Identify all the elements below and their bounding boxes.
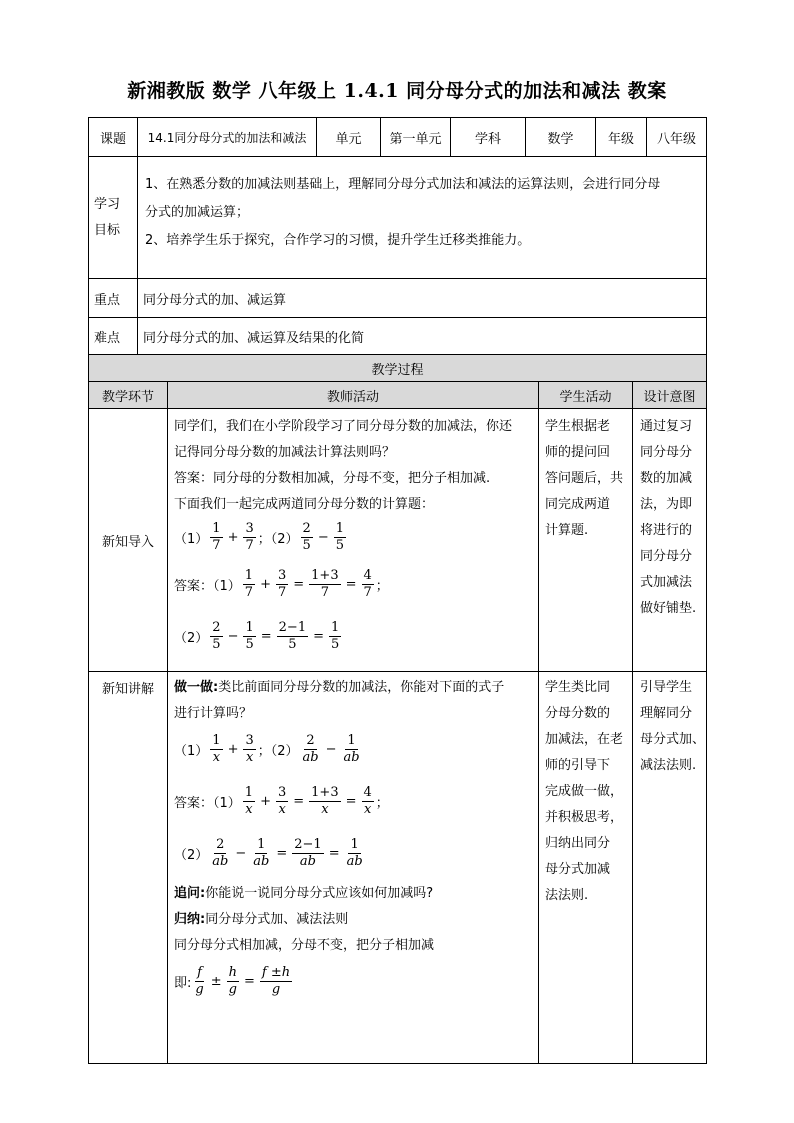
student-line: 完成做一做， [545, 783, 624, 799]
denominator: 7 [320, 584, 330, 600]
student-line: 分母分数的 [545, 705, 611, 721]
denominator: ab [299, 853, 316, 869]
intro-answer: 答案：同分母的分数相加减，分母不变，把分子相加减. [174, 470, 491, 486]
fraction [342, 733, 362, 766]
student-activity-explain [538, 671, 633, 1064]
intro-task: 下面我们一起完成两道同分母分数的计算题： [174, 496, 435, 512]
fraction [292, 837, 323, 870]
grade-label: 年级 [595, 117, 647, 157]
explain-answer-1 [174, 774, 533, 828]
numerator: 1 [245, 619, 254, 635]
stage-explain-label: 新知讲解 [101, 682, 154, 697]
student-line: 答问题后，共 [545, 470, 624, 486]
fraction [210, 521, 222, 554]
intro-answer-2 [174, 609, 533, 663]
denominator: x [212, 749, 221, 765]
plus-sign: + [227, 529, 239, 545]
header-stage: 教学环节 [88, 381, 168, 409]
numerator: 1 [244, 567, 254, 583]
student-activity-intro [538, 408, 633, 672]
intent-line: 做好铺垫. [640, 600, 697, 616]
denominator: x [245, 801, 253, 817]
problem-2-label: ；（2） [257, 743, 299, 759]
try-line-1 [174, 672, 533, 698]
intent-line: 母分式加、 [640, 731, 706, 747]
fraction [329, 620, 341, 653]
stage-explain [88, 671, 168, 1064]
key-point-label: 重点 [88, 278, 138, 318]
difficulty-text: 同分母分式的加、减运算及结果的化简 [137, 317, 707, 355]
denominator: ab [346, 853, 363, 869]
student-line: 法法则. [545, 887, 589, 903]
teacher-activity-explain [167, 671, 539, 1064]
minus-sign: − [235, 845, 247, 861]
difficulty-label: 难点 [88, 317, 138, 355]
numerator: 2 [212, 619, 221, 635]
equals-sign: = [260, 628, 272, 644]
equals-sign: = [328, 845, 340, 861]
try-line-2: 进行计算吗？ [174, 705, 253, 721]
student-line: 母分式加减 [545, 861, 611, 877]
denominator: 5 [212, 636, 221, 652]
denominator: 7 [245, 537, 254, 553]
numerator: 4 [363, 784, 372, 800]
header-student: 学生活动 [538, 381, 633, 409]
header-teacher: 教师活动 [167, 381, 539, 409]
numerator: 1 [212, 520, 221, 536]
subject-value: 数学 [525, 117, 596, 157]
fraction [309, 785, 340, 818]
numerator: 3 [277, 567, 287, 583]
minus-sign: − [227, 628, 239, 644]
goals-label-line-2: 目标 [94, 222, 121, 238]
answer-2-label: （2） [174, 847, 209, 863]
student-line: 学生根据老 [545, 418, 611, 434]
equals-sign: = [293, 576, 305, 592]
denominator: 5 [288, 636, 297, 652]
intro-line-2: 记得同分母分数的加减法计算法则吗？ [174, 444, 396, 460]
denominator: g [228, 981, 237, 997]
numerator: 2 [302, 520, 311, 536]
denominator: 7 [212, 537, 221, 553]
equals-sign: = [244, 973, 255, 989]
ask-label: 追问: [174, 885, 206, 901]
fraction [210, 733, 222, 766]
numerator: f [197, 964, 202, 980]
intent-line: 理解同分 [640, 705, 693, 721]
student-line: 师的提问回 [545, 444, 611, 460]
intro-problems [174, 515, 533, 559]
equals-sign: = [313, 628, 324, 644]
intent-line: 数的加减 [640, 470, 693, 486]
problem-1-label: （1） [174, 531, 209, 547]
numerator: 1 [244, 784, 254, 800]
stage-intro: 新知导入 [88, 408, 168, 672]
header-intent: 设计意图 [632, 381, 707, 409]
student-line: 学生类比同 [545, 679, 611, 695]
fraction [260, 965, 292, 998]
problem-2-label: ；（2） [257, 531, 299, 547]
problem-1-label: （1） [174, 743, 209, 759]
numerator: 3 [245, 732, 254, 748]
numerator: 3 [245, 520, 254, 536]
intro-line-1: 同学们，我们在小学阶段学习了同分母分数的加减法，你还 [174, 418, 513, 434]
denominator: 7 [363, 584, 372, 600]
fraction [301, 521, 313, 554]
goal-line-1: 1、在熟悉分数的加减法则基础上，理解同分母分式加法和减法的运算法则，会进行同分母 [145, 177, 661, 192]
summary-line [174, 904, 533, 930]
fraction [345, 837, 365, 870]
intent-line: 减法法则. [640, 757, 697, 773]
semicolon: ； [375, 578, 389, 594]
numerator: 2 [306, 732, 315, 748]
document-title: 新湘教版 数学 八年级上 1.4.1 同分母分式的加法和减法 教案 [127, 80, 667, 102]
equals-sign: = [293, 793, 305, 809]
topic-value: 14.1同分母分式的加法和减法 [137, 117, 317, 157]
fraction [210, 620, 222, 653]
intent-line: 引导学生 [640, 679, 693, 695]
teacher-activity-intro [167, 408, 539, 672]
ji-label: 即: [174, 975, 192, 991]
numerator: 2−1 [294, 836, 322, 852]
intent-line: 将进行的 [640, 522, 693, 538]
numerator: 3 [277, 784, 287, 800]
fraction [243, 521, 255, 554]
semicolon: ； [375, 795, 389, 811]
intent-line: 同分母分 [640, 444, 693, 460]
key-point-text: 同分母分式的加、减运算 [137, 278, 707, 318]
denominator: 7 [244, 584, 254, 600]
general-rule-formula [174, 956, 533, 1006]
try-label: 做一做: [174, 679, 219, 695]
answer-label: 答案：（1） [174, 578, 241, 594]
intro-answer-1 [174, 559, 533, 609]
numerator: f ±h [261, 964, 291, 980]
fraction [362, 785, 374, 818]
numerator: 1+3 [311, 784, 339, 800]
unit-value: 第一单元 [380, 117, 451, 157]
ask-text: 你能说一说同分母分式应该如何加减吗? [205, 885, 434, 901]
subject-label: 学科 [450, 117, 526, 157]
denominator: ab [343, 749, 360, 765]
numerator: h [228, 964, 237, 980]
numerator: 4 [363, 567, 372, 583]
fraction [210, 837, 230, 870]
grade-value: 八年级 [646, 117, 707, 157]
explain-problems [174, 724, 533, 774]
intent-line: 法，为即 [640, 496, 693, 512]
denominator: ab [212, 853, 229, 869]
try-text: 类比前面同分母分数的加减法，你能对下面的式子 [218, 679, 505, 695]
numerator: 1 [257, 836, 266, 852]
intent-line: 同分母分 [640, 548, 693, 564]
denominator: x [278, 801, 286, 817]
numerator: 1 [212, 732, 221, 748]
student-line: 加减法，在老 [545, 731, 624, 747]
fraction [309, 568, 340, 601]
fraction [243, 568, 255, 601]
fraction [277, 620, 308, 653]
fraction [243, 785, 255, 818]
numerator: 1 [331, 619, 340, 635]
numerator: 1 [335, 520, 344, 536]
plus-sign: + [260, 576, 271, 592]
numerator: 1 [347, 732, 356, 748]
numerator: 1+3 [311, 567, 339, 583]
topic-label: 课题 [88, 117, 138, 157]
minus-sign: − [317, 529, 329, 545]
equals-sign: = [345, 793, 357, 809]
student-line: 同完成两道 [545, 496, 611, 512]
denominator: 7 [277, 584, 287, 600]
denominator: 5 [245, 636, 254, 652]
denominator: ab [302, 749, 319, 765]
fraction [251, 837, 271, 870]
rule-line: 同分母分式相加减，分母不变，把分子相加减 [174, 937, 435, 953]
plus-sign: + [227, 741, 239, 757]
goal-line-2: 分式的加减运算； [145, 205, 250, 220]
answer-label: 答案：（1） [174, 795, 241, 811]
fraction [243, 733, 255, 766]
fraction [193, 965, 205, 998]
fraction [243, 620, 255, 653]
numerator: 2 [216, 836, 225, 852]
answer-2-label: （2） [174, 630, 209, 646]
design-intent-intro [632, 408, 707, 672]
plus-sign: + [260, 793, 271, 809]
denominator: g [195, 981, 204, 997]
goals-content [137, 156, 707, 279]
denominator: 5 [302, 537, 311, 553]
denominator: 5 [331, 636, 340, 652]
numerator: 2−1 [278, 619, 307, 635]
plus-minus-sign: ± [210, 973, 222, 989]
summary-text: 同分母分式加、减法法则 [205, 911, 349, 927]
fraction [276, 785, 288, 818]
goal-line-3: 2、培养学生乐于探究，合作学习的习惯，提升学生迁移类推能力。 [145, 233, 531, 248]
goals-label [88, 156, 138, 279]
fraction [334, 521, 346, 554]
fraction [301, 733, 321, 766]
design-intent-explain [632, 671, 707, 1064]
numerator: 1 [350, 836, 359, 852]
equals-sign: = [345, 576, 357, 592]
minus-sign: − [325, 741, 337, 757]
fraction [227, 965, 239, 998]
fraction [276, 568, 288, 601]
summary-label: 归纳: [174, 911, 206, 927]
denominator: x [321, 801, 329, 817]
goals-label-line-1: 学习 [94, 196, 121, 212]
denominator: 5 [335, 537, 344, 553]
process-title: 教学过程 [88, 354, 707, 382]
ask-line [174, 878, 533, 904]
explain-answer-2 [174, 828, 533, 878]
denominator: x [363, 801, 372, 817]
student-line: 并积极思考， [545, 809, 624, 825]
denominator: g [271, 981, 281, 997]
student-line: 归纳出同分 [545, 835, 611, 851]
fraction [362, 568, 374, 601]
student-line: 计算题. [545, 522, 589, 538]
intent-line: 通过复习 [640, 418, 693, 434]
unit-label: 单元 [316, 117, 381, 157]
student-line: 师的引导下 [545, 757, 611, 773]
denominator: ab [253, 853, 270, 869]
intent-line: 式加减法 [640, 574, 693, 590]
equals-sign: = [276, 845, 288, 861]
denominator: x [245, 749, 254, 765]
